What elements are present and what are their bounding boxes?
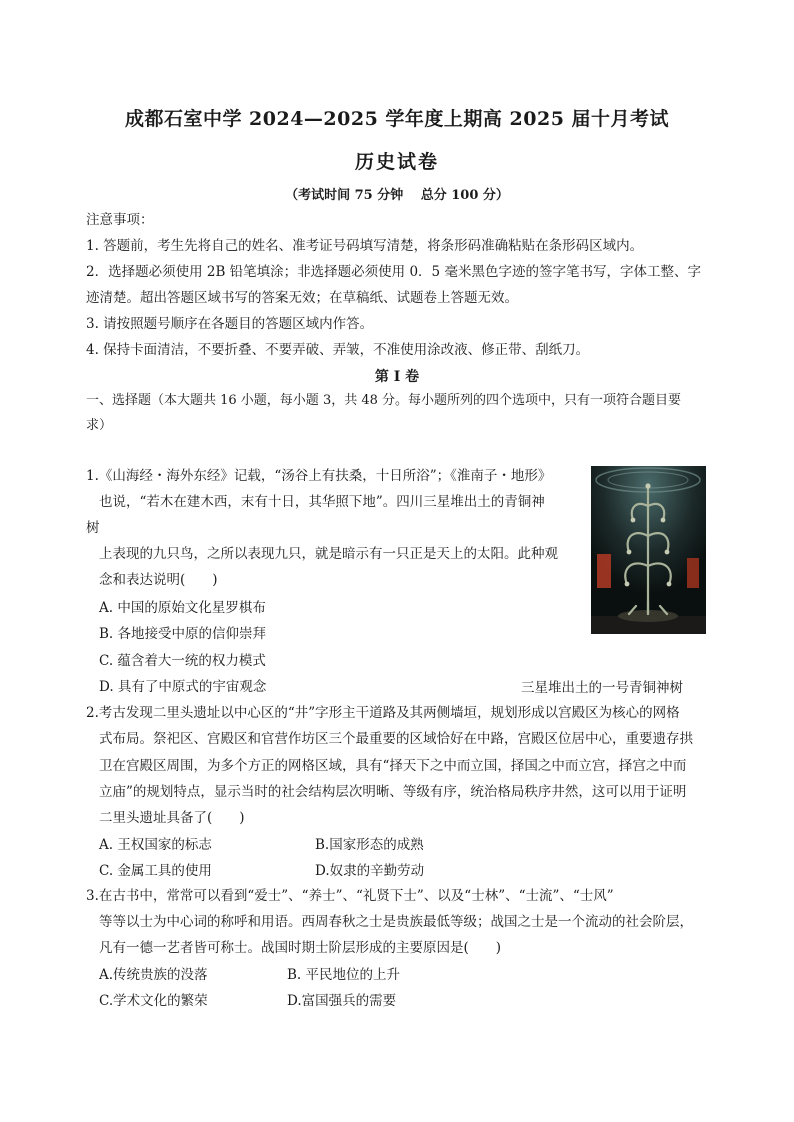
q2-stem-line-1: 2.考古发现二里头遗址以中心区的“井”字形主干道路及其两侧墙垣，规划形成以宫殿区为核心的网格 bbox=[86, 705, 680, 721]
q1-option-b: B. 各地接受中原的信仰崇拜 bbox=[99, 626, 267, 642]
section-intro-line-1: 一、选择题（本大题共 16 小题，每小题 3，共 48 分。每小题所列的四个选项中，只有一项符合题目要 bbox=[86, 393, 682, 408]
q2-stem-line-3: 卫在宫殿区周围，为多个方正的网格区域，具有“择天下之中而立国，择国之中而立宫，择宫之中而 bbox=[99, 758, 687, 774]
bronze-tree-photo bbox=[591, 466, 706, 634]
note-4: 4. 保持卡面清洁，不要折叠、不要弄破、弄皱，不准使用涂改液、修正带、刮纸刀。 bbox=[86, 342, 590, 358]
q1-stem-line-3: 树 bbox=[86, 520, 100, 536]
section-intro-line-2: 求） bbox=[86, 418, 113, 433]
q2-option-d: D.奴隶的辛勤劳动 bbox=[315, 863, 425, 879]
note-2-line-1: 2．选择题必须使用 2B 铅笔填涂；非选择题必须使用 0．5 毫米黑色字迹的签字笔书写，字体工整、字 bbox=[86, 264, 701, 280]
q1-option-d: D. 具有了中原式的宇宙观念 bbox=[99, 679, 267, 695]
q2-stem-line-2: 式布局。祭祀区、宫殿区和官营作坊区三个最重要的区域恰好在中路，宫殿区位居中心，重要遗存拱 bbox=[99, 731, 693, 747]
q3-stem-line-2: 等等以士为中心词的称呼和用语。西周春秋之士是贵族最低等级；战国之士是一个流动的社会阶层， bbox=[99, 914, 693, 930]
q1-stem-line-1: 1.《山海经・海外东经》记载，“汤谷上有扶桑，十日所浴”；《淮南子・地形》 bbox=[86, 468, 552, 484]
q3-option-b: B. 平民地位的上升 bbox=[287, 967, 401, 983]
q3-option-a: A.传统贵族的没落 bbox=[99, 967, 208, 983]
exam-time-score: （考试时间 75 分钟 总分 100 分） bbox=[285, 188, 509, 203]
q3-option-c: C.学术文化的繁荣 bbox=[99, 993, 208, 1009]
q2-option-b: B.国家形态的成熟 bbox=[315, 837, 424, 853]
photo-caption: 三星堆出土的一号青铜神树 bbox=[521, 680, 683, 696]
notes-heading: 注意事项： bbox=[86, 212, 154, 228]
q2-option-c: C. 金属工具的使用 bbox=[99, 863, 212, 879]
q3-stem-line-1: 3.在古书中，常常可以看到“爱士”、“养士”、“礼贤下士”、以及“士林”、“士流”、“士风” bbox=[86, 888, 614, 904]
note-1: 1. 答题前，考生先将自己的姓名、准考证号码填写清楚，将条形码准确粘贴在条形码区域内。 bbox=[86, 238, 644, 254]
q3-option-d: D.富国强兵的需要 bbox=[287, 993, 397, 1009]
exam-subject: 历史试卷 bbox=[354, 151, 439, 173]
note-3: 3. 请按照题号顺序在各题目的答题区域内作答。 bbox=[86, 316, 374, 332]
q3-stem-line-3: 凡有一德一艺者皆可称士。战国时期士阶层形成的主要原因是( ) bbox=[99, 940, 502, 956]
q1-stem-line-2: 也说，“若木在建木西，末有十日，其华照下地”。四川三星堆出土的青铜神 bbox=[99, 494, 545, 510]
q1-option-c: C. 蕴含着大一统的权力模式 bbox=[99, 653, 266, 669]
q1-stem-line-5: 念和表达说明( ) bbox=[99, 572, 218, 588]
q1-stem-line-4: 上表现的九只鸟，之所以表现九只，就是暗示有一只正是天上的太阳。此种观 bbox=[99, 546, 558, 562]
q2-stem-line-5: 二里头遗址具备了( ) bbox=[99, 810, 245, 826]
q2-option-a: A. 王权国家的标志 bbox=[99, 837, 212, 853]
section-title: 第 I 卷 bbox=[374, 369, 420, 385]
q2-stem-line-4: 立庙”的规划特点，显示当时的社会结构层次明晰、等级有序，统治格局秩序井然，这可以用于证明 bbox=[99, 784, 687, 800]
exam-title: 成都石室中学 2024—2025 学年度上期高 2025 届十月考试 bbox=[124, 108, 670, 130]
note-2-line-2: 迹清楚。超出答题区域书写的答案无效；在草稿纸、试题卷上答题无效。 bbox=[86, 290, 518, 306]
q1-option-a: A. 中国的原始文化星罗棋布 bbox=[99, 600, 266, 616]
